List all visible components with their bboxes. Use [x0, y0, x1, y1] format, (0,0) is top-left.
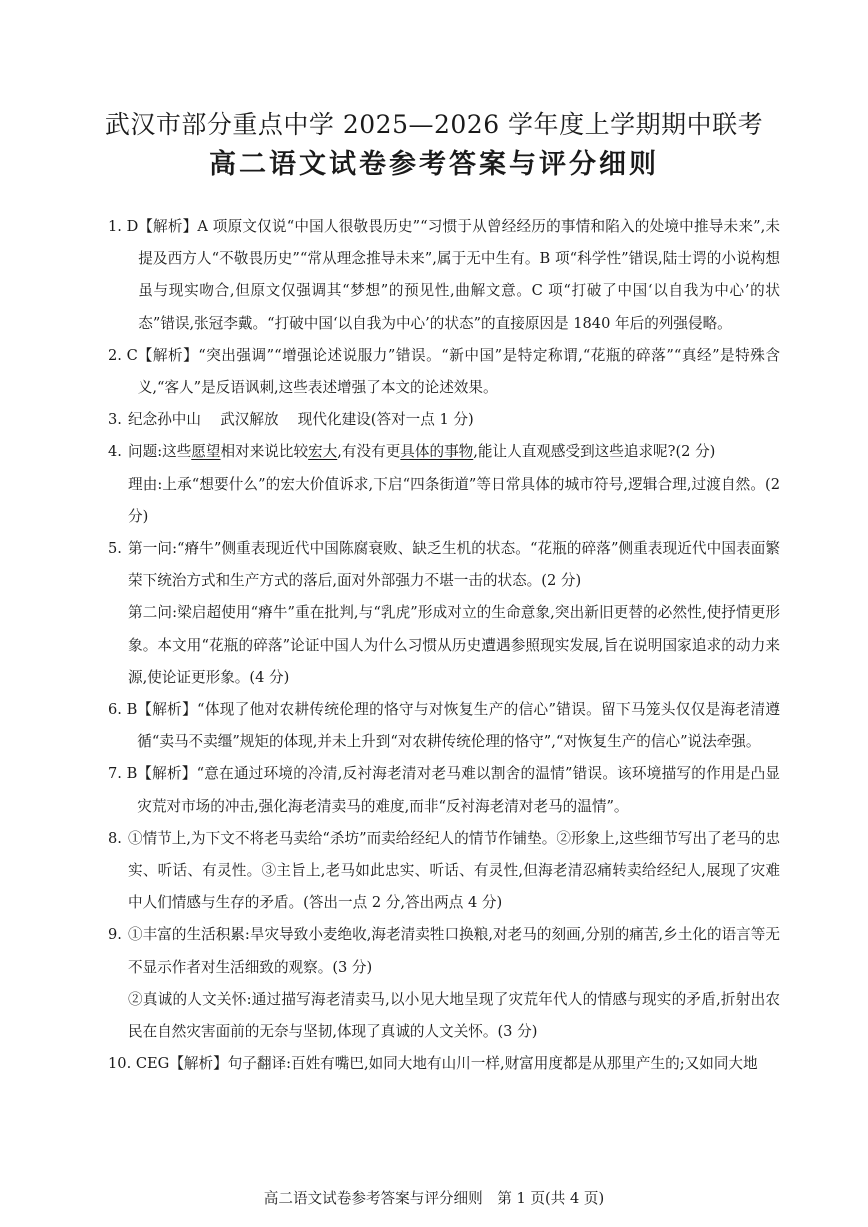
answer-text: 【解析】句子翻译:百姓有嘴巴,如同大地有山川一样,财富用度都是从那里产生的;又如同大地 [169, 1055, 758, 1073]
answer-text: 纪念孙中山 武汉解放 现代化建设(答对一点 1 分) [128, 411, 474, 429]
answer-part-1: ①丰富的生活积累:旱灾导致小麦绝收,海老清卖牲口换粮,对老马的刻画,分别的痛苦,乡土化的语言等无不显示作者对生活细致的观察。(3 分) [128, 926, 780, 976]
answer-part-2: 第二问:梁启超使用“瘠牛”重在批判,与“乳虎”形成对立的生命意象,突出新旧更替的必然性,使抒情更形象。本文用“花瓶的碎落”论证中国人为什么习惯从历史遭遇参照现实发展,旨在说明国家追求的动力来源,使论证更形象。(4 分) [128, 604, 780, 686]
answer-text: 【解析】“意在通过环境的冷清,反衬海老清对老马难以割舍的温情”错误。该环境描写的作用是凸显灾荒对市场的冲击,强化海老清卖马的难度,而非“反衬海老清对老马的温情”。 [137, 765, 780, 815]
answer-item-8 [108, 823, 780, 920]
item-number: 2. C [108, 346, 138, 364]
page-footer: 高二语文试卷参考答案与评分细则 第 1 页(共 4 页) [263, 1190, 605, 1207]
answer-item-9 [108, 919, 780, 1048]
answer-part-1: 第一问:“瘠牛”侧重表现近代中国陈腐衰败、缺乏生机的状态。“花瓶的碎落”侧重表现近代中国表面繁荣下统治方式和生产方式的落后,面对外部强力不堪一击的状态。(2 分) [128, 540, 780, 590]
underlined-word: 愿望 [191, 443, 221, 461]
answer-text: ①情节上,为下文不将老马卖给“杀坊”而卖给经纪人的情节作铺垫。②形象上,这些细节写出了老马的忠实、听话、有灵性。③主旨上,老马如此忠实、听话、有灵性,但海老清忍痛转卖给经纪人,展现了灾难中人们情感与生存的矛盾。(答出一点 2 分,答出两点 4 分) [128, 829, 780, 912]
answer-item-3 [108, 404, 780, 436]
answer-item-2 [108, 340, 780, 404]
item-number: 8. [108, 829, 122, 847]
question-text: 相对来说比较 [220, 443, 309, 461]
answer-item-1 [108, 211, 780, 340]
underlined-word: 具体的事物 [400, 443, 474, 461]
item-number: 1. D [108, 218, 139, 235]
answer-item-4 [108, 436, 780, 533]
answer-text: 【解析】“体现了他对农耕传统伦理的恪守与对恢复生产的信心”错误。留下马笼头仅仅是海老清遵循“卖马不卖缰”规矩的体现,并未上升到“对农耕传统伦理的恪守”,“对恢复生产的信心”说法牵强。 [137, 701, 780, 751]
answer-list [108, 211, 780, 1080]
document-title: 高二语文试卷参考答案与评分细则 [209, 149, 659, 180]
item-number: 9. [108, 926, 122, 944]
answer-text: 【解析】“突出强调”“增强论述说服力”错误。“新中国”是特定称谓,“花瓶的碎落”“真经”是特殊含义,“客人”是反语讽刺,这些表述增强了本文的论述效果。 [137, 346, 780, 397]
reason-text: 理由:上承“想要什么”的宏大价值诉求,下启“四条街道”等日常具体的城市符号,逻辑合理,过渡自然。(2 分) [128, 475, 780, 525]
answer-part-2: ②真诚的人文关怀:通过描写海老清卖马,以小见大地呈现了灾荒年代人的情感与现实的矛盾,折射出农民在自然灾害面前的无奈与坚韧,体现了真诚的人文关怀。(3 分) [128, 990, 780, 1041]
answer-text: 【解析】A 项原文仅说“中国人很敬畏历史”“习惯于从曾经经历的事情和陷入的处境中推导未来”,未提及西方人“不敬畏历史”“常从理念推导未来”,属于无中生有。B 项“科学性”错误,陆士谔的小说构想虽与现实吻合,但原文仅强调其“梦想”的预见性,曲解文意。C 项“打破了中国‘以自我为中心’的状态”错误,张冠李戴。“打破中国‘以自我为中心’的状态”的直接原因是 1840 年后的列强侵略。 [138, 218, 780, 332]
item-number: 7. B [108, 765, 138, 783]
item-number: 6. B [108, 701, 138, 719]
question-text: 问题:这些 [128, 443, 192, 461]
answer-item-10 [108, 1048, 780, 1080]
answer-item-6 [108, 694, 780, 758]
item-number: 4. [108, 443, 122, 461]
item-number: 5. [108, 540, 122, 558]
item-number: 10. CEG [108, 1055, 170, 1073]
question-text: ,有没有更 [337, 443, 401, 461]
answer-item-7 [108, 758, 780, 822]
answer-item-5 [108, 533, 780, 694]
question-line [128, 436, 780, 468]
underlined-word: 宏大 [308, 443, 338, 461]
item-number: 3. [108, 411, 122, 429]
question-text: ,能让人直观感受到这些追求呢?(2 分) [473, 443, 716, 461]
exam-title: 武汉市部分重点中学 2025—2026 学年度上学期期中联考 [104, 110, 764, 139]
